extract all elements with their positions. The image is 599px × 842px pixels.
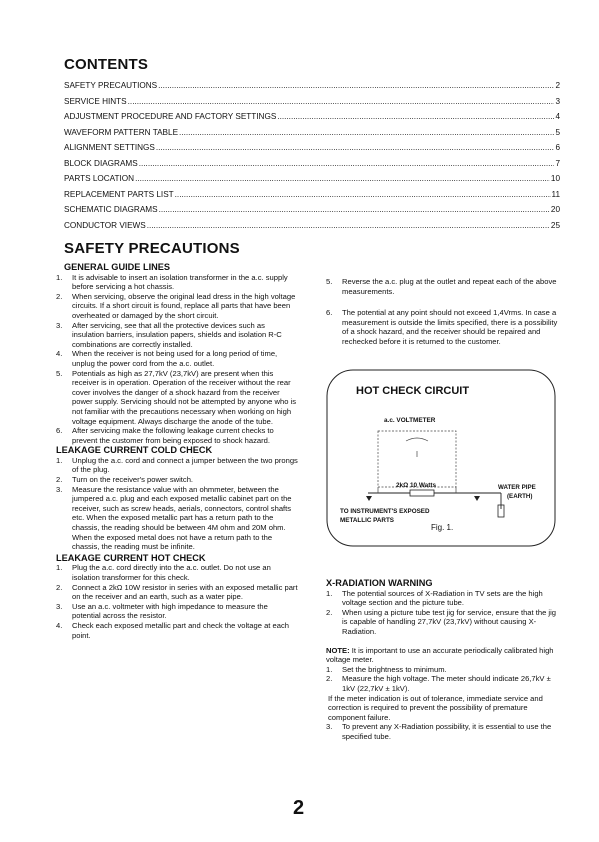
item-number: 3. (56, 320, 63, 330)
toc-leader-dots (135, 171, 550, 187)
toc-leader-dots (147, 218, 550, 234)
resistor-label: 2kΩ 10 Watts (396, 482, 437, 489)
list-item (326, 308, 558, 346)
list-item (56, 456, 298, 475)
toc-entry-label: PARTS LOCATION (64, 174, 135, 183)
right-column-items (326, 277, 558, 347)
x-radiation-list (326, 589, 558, 637)
item-text: Use an a.c. voltmeter with high impedance to measure the potential across the resistor. (72, 601, 268, 621)
toc-entry-label: SERVICE HINTS (64, 96, 127, 106)
toc-entry-label: CONDUCTOR VIEWS (64, 220, 146, 230)
item-number: 5. (56, 368, 63, 378)
toc-leader-dots (277, 109, 554, 125)
toc-leader-dots (139, 156, 555, 172)
toc-entry[interactable] (64, 218, 560, 234)
list-item (56, 602, 298, 621)
item-number: 3. (56, 601, 63, 611)
item-number: 5. (326, 277, 333, 286)
toc-leader-dots (175, 187, 551, 203)
list-item (326, 277, 558, 296)
list-item (326, 665, 558, 675)
list-item (56, 349, 298, 368)
instrument-label-line1: TO INSTRUMENT'S EXPOSED (340, 508, 430, 515)
item-text: To prevent any X-Radiation possibility, it is essential to use the specified tube. (342, 722, 552, 741)
item-number: 6. (56, 426, 63, 436)
toc-leader-dots (128, 94, 555, 110)
item-text: Connect a 2kΩ 10W resistor in series with an exposed metallic part on the receiver and an earth, such as a water pipe. (72, 582, 298, 602)
item-text: After servicing, see that all the protective devices such as insulation barriers, insulation papers, shields and isolation R-C combinations are correctly installed. (72, 320, 282, 349)
list-item (56, 583, 298, 602)
item-text: The potential sources of X-Radiation in TV sets are the high voltage section and the picture tube. (342, 588, 543, 608)
item-number: 3. (56, 484, 63, 494)
left-column (56, 263, 298, 640)
earth-label: (EARTH) (507, 493, 533, 500)
toc-entry-page: 20 (550, 205, 560, 214)
table-of-contents (64, 78, 560, 233)
list-item (326, 608, 558, 637)
cold-check-title: LEAKAGE CURRENT COLD CHECK (56, 445, 213, 456)
safety-precautions-heading: SAFETY PRECAUTIONS (64, 240, 240, 257)
item-text: Check each exposed metallic part and check the voltage at each point. (72, 620, 289, 640)
item-text: When the receiver is not being used for a long period of time, unplug the power cord from the a.c. outlet. (72, 349, 278, 368)
toc-entry-label: ALIGNMENT SETTINGS (64, 143, 155, 152)
toc-entry[interactable] (64, 171, 560, 187)
note-label: NOTE: (326, 645, 350, 655)
item-text: Set the brightness to minimum. (342, 664, 447, 674)
cold-check-list (56, 456, 298, 552)
instrument-label-line2: METALLIC PARTS (340, 517, 394, 524)
item-text: Turn on the receiver's power switch. (72, 475, 194, 485)
item-text: Reverse the a.c. plug at the outlet and repeat each of the above measurements. (342, 277, 557, 296)
toc-entry-page: 25 (550, 220, 560, 230)
toc-entry[interactable] (64, 140, 560, 156)
item-number: 1. (56, 455, 63, 465)
item-number: 2. (326, 607, 333, 617)
item-number: 2. (326, 674, 333, 684)
toc-entry-page: 5 (555, 127, 560, 137)
toc-leader-dots (158, 78, 554, 94)
item-text: When servicing, observe the original lead dress in the high voltage circuits. If a short circuit is found, replace all parts that have been overheated or damaged by the short circuit. (72, 291, 296, 320)
list-item (56, 621, 298, 640)
toc-entry-page: 2 (555, 81, 560, 90)
list-item (56, 292, 298, 321)
list-item (326, 589, 558, 608)
item-number: 6. (326, 308, 333, 318)
item-text: It is advisable to insert an isolation transformer in the a.c. supply before servicing a hot chassis. (72, 272, 288, 292)
toc-leader-dots (179, 125, 554, 141)
toc-leader-dots (159, 202, 550, 218)
toc-entry[interactable] (64, 78, 560, 94)
water-pipe-label: WATER PIPE (498, 484, 536, 491)
list-item (56, 369, 298, 427)
item-text: Plug the a.c. cord directly into the a.c. outlet. Do not use an isolation transformer for this check. (72, 563, 271, 582)
item-number: 1. (326, 664, 333, 674)
list-item (56, 426, 298, 445)
voltmeter-label: a.c. VOLTMETER (384, 417, 436, 424)
final-list (326, 722, 558, 741)
toc-entry-label: BLOCK DIAGRAMS (64, 158, 138, 168)
list-item (326, 674, 558, 693)
toc-entry[interactable] (64, 202, 560, 218)
page-number: 2 (293, 797, 305, 819)
toc-entry-label: SCHEMATIC DIAGRAMS (64, 205, 158, 214)
note-paragraph (326, 646, 558, 665)
item-text: The potential at any point should not exceed 1,4Vrms. In case a measurement is outside the limits specified, there is a possibility of a shock hazard, and the receiver should be repaired and rechecked before it is returned to the customer. (342, 308, 558, 346)
x-radiation-section (326, 579, 558, 742)
hot-check-circuit-figure (326, 369, 556, 547)
toc-entry-page: 6 (555, 143, 560, 152)
item-number: 2. (56, 291, 63, 301)
toc-entry[interactable] (64, 156, 560, 172)
toc-entry-page: 11 (551, 189, 560, 199)
toc-entry-label: WAVEFORM PATTERN TABLE (64, 127, 179, 137)
list-item (56, 485, 298, 552)
item-text: Unplug the a.c. cord and connect a jumper between the two prongs of the plug. (72, 455, 298, 475)
toc-entry-label: ADJUSTMENT PROCEDURE AND FACTORY SETTINGS (64, 112, 277, 121)
item-text: Potentials as high as 27,7kV (23,7kV) are present when this receiver is in operation. Operation of the receiver without the rear cover involves the danger of a shock hazard from the receiver power supply. Servicing should not be attempted by anyone who is not familiar with the precautions necessary when working on high voltage equipment. Always discharge the anode of the tube. (72, 368, 297, 426)
item-number: 1. (56, 563, 63, 573)
list-item (56, 475, 298, 485)
item-number: 1. (326, 588, 333, 598)
toc-entry[interactable] (64, 125, 560, 141)
hot-check-title: LEAKAGE CURRENT HOT CHECK (56, 552, 206, 563)
toc-entry-page: 10 (550, 174, 560, 183)
item-number: 2. (56, 475, 63, 485)
item-text: When using a picture tube test jig for service, ensure that the jig is capable of handling 27,7kV (23,7kV) without causing X-Radiation. (342, 607, 557, 636)
note-text: It is important to use an accurate periodically calibrated high voltage meter. (326, 645, 554, 665)
item-text: After servicing make the following leakage current checks to prevent the customer from being exposed to shock hazard. (72, 426, 274, 445)
general-guidelines-list (56, 273, 298, 446)
toc-entry-page: 7 (555, 158, 560, 168)
toc-entry-page: 4 (555, 112, 560, 121)
toc-entry-label: SAFETY PRECAUTIONS (64, 81, 158, 90)
list-item (56, 273, 298, 292)
contents-heading: CONTENTS (64, 56, 149, 73)
item-number: 3. (326, 722, 333, 732)
toc-entry-label: REPLACEMENT PARTS LIST (64, 189, 174, 199)
list-item (56, 321, 298, 350)
item-text: Measure the resistance value with an ohmmeter, between the jumpered a.c. plug and each exposed metallic cabinet part on the receiver, such as screw heads, aerials, connectors, control shafts etc. When the exposed metallic part has a return path to the chassis, the reading should be between 4M ohm and 20M ohm. When the exposed metal does not have a return path to the chassis, the reading must be infinite. (72, 484, 292, 552)
item-number: 4. (56, 620, 63, 630)
note-list (326, 665, 558, 694)
hot-check-list (56, 563, 298, 640)
x-radiation-title: X-RADIATION WARNING (326, 578, 433, 588)
list-item (56, 563, 298, 582)
toc-entry-page: 3 (555, 96, 560, 106)
toc-entry[interactable] (64, 109, 560, 125)
general-guidelines-title: GENERAL GUIDE LINES (64, 262, 171, 272)
item-number: 4. (56, 349, 63, 359)
list-item (326, 722, 558, 741)
figure-caption: Fig. 1. (431, 523, 454, 532)
item-text: Measure the high voltage. The meter should indicate 26,7kV ± 1kV (22,7kV ± 1kV). (342, 674, 551, 693)
toc-leader-dots (156, 140, 555, 156)
item-number: 2. (56, 582, 63, 592)
tolerance-paragraph: If the meter indication is out of tolerance, immediate service and correction is required to prevent the possibility of premature component failure. (328, 693, 543, 722)
toc-entry[interactable] (64, 94, 560, 110)
figure-title: HOT CHECK CIRCUIT (356, 385, 470, 397)
item-number: 1. (56, 272, 63, 282)
toc-entry[interactable] (64, 187, 560, 203)
